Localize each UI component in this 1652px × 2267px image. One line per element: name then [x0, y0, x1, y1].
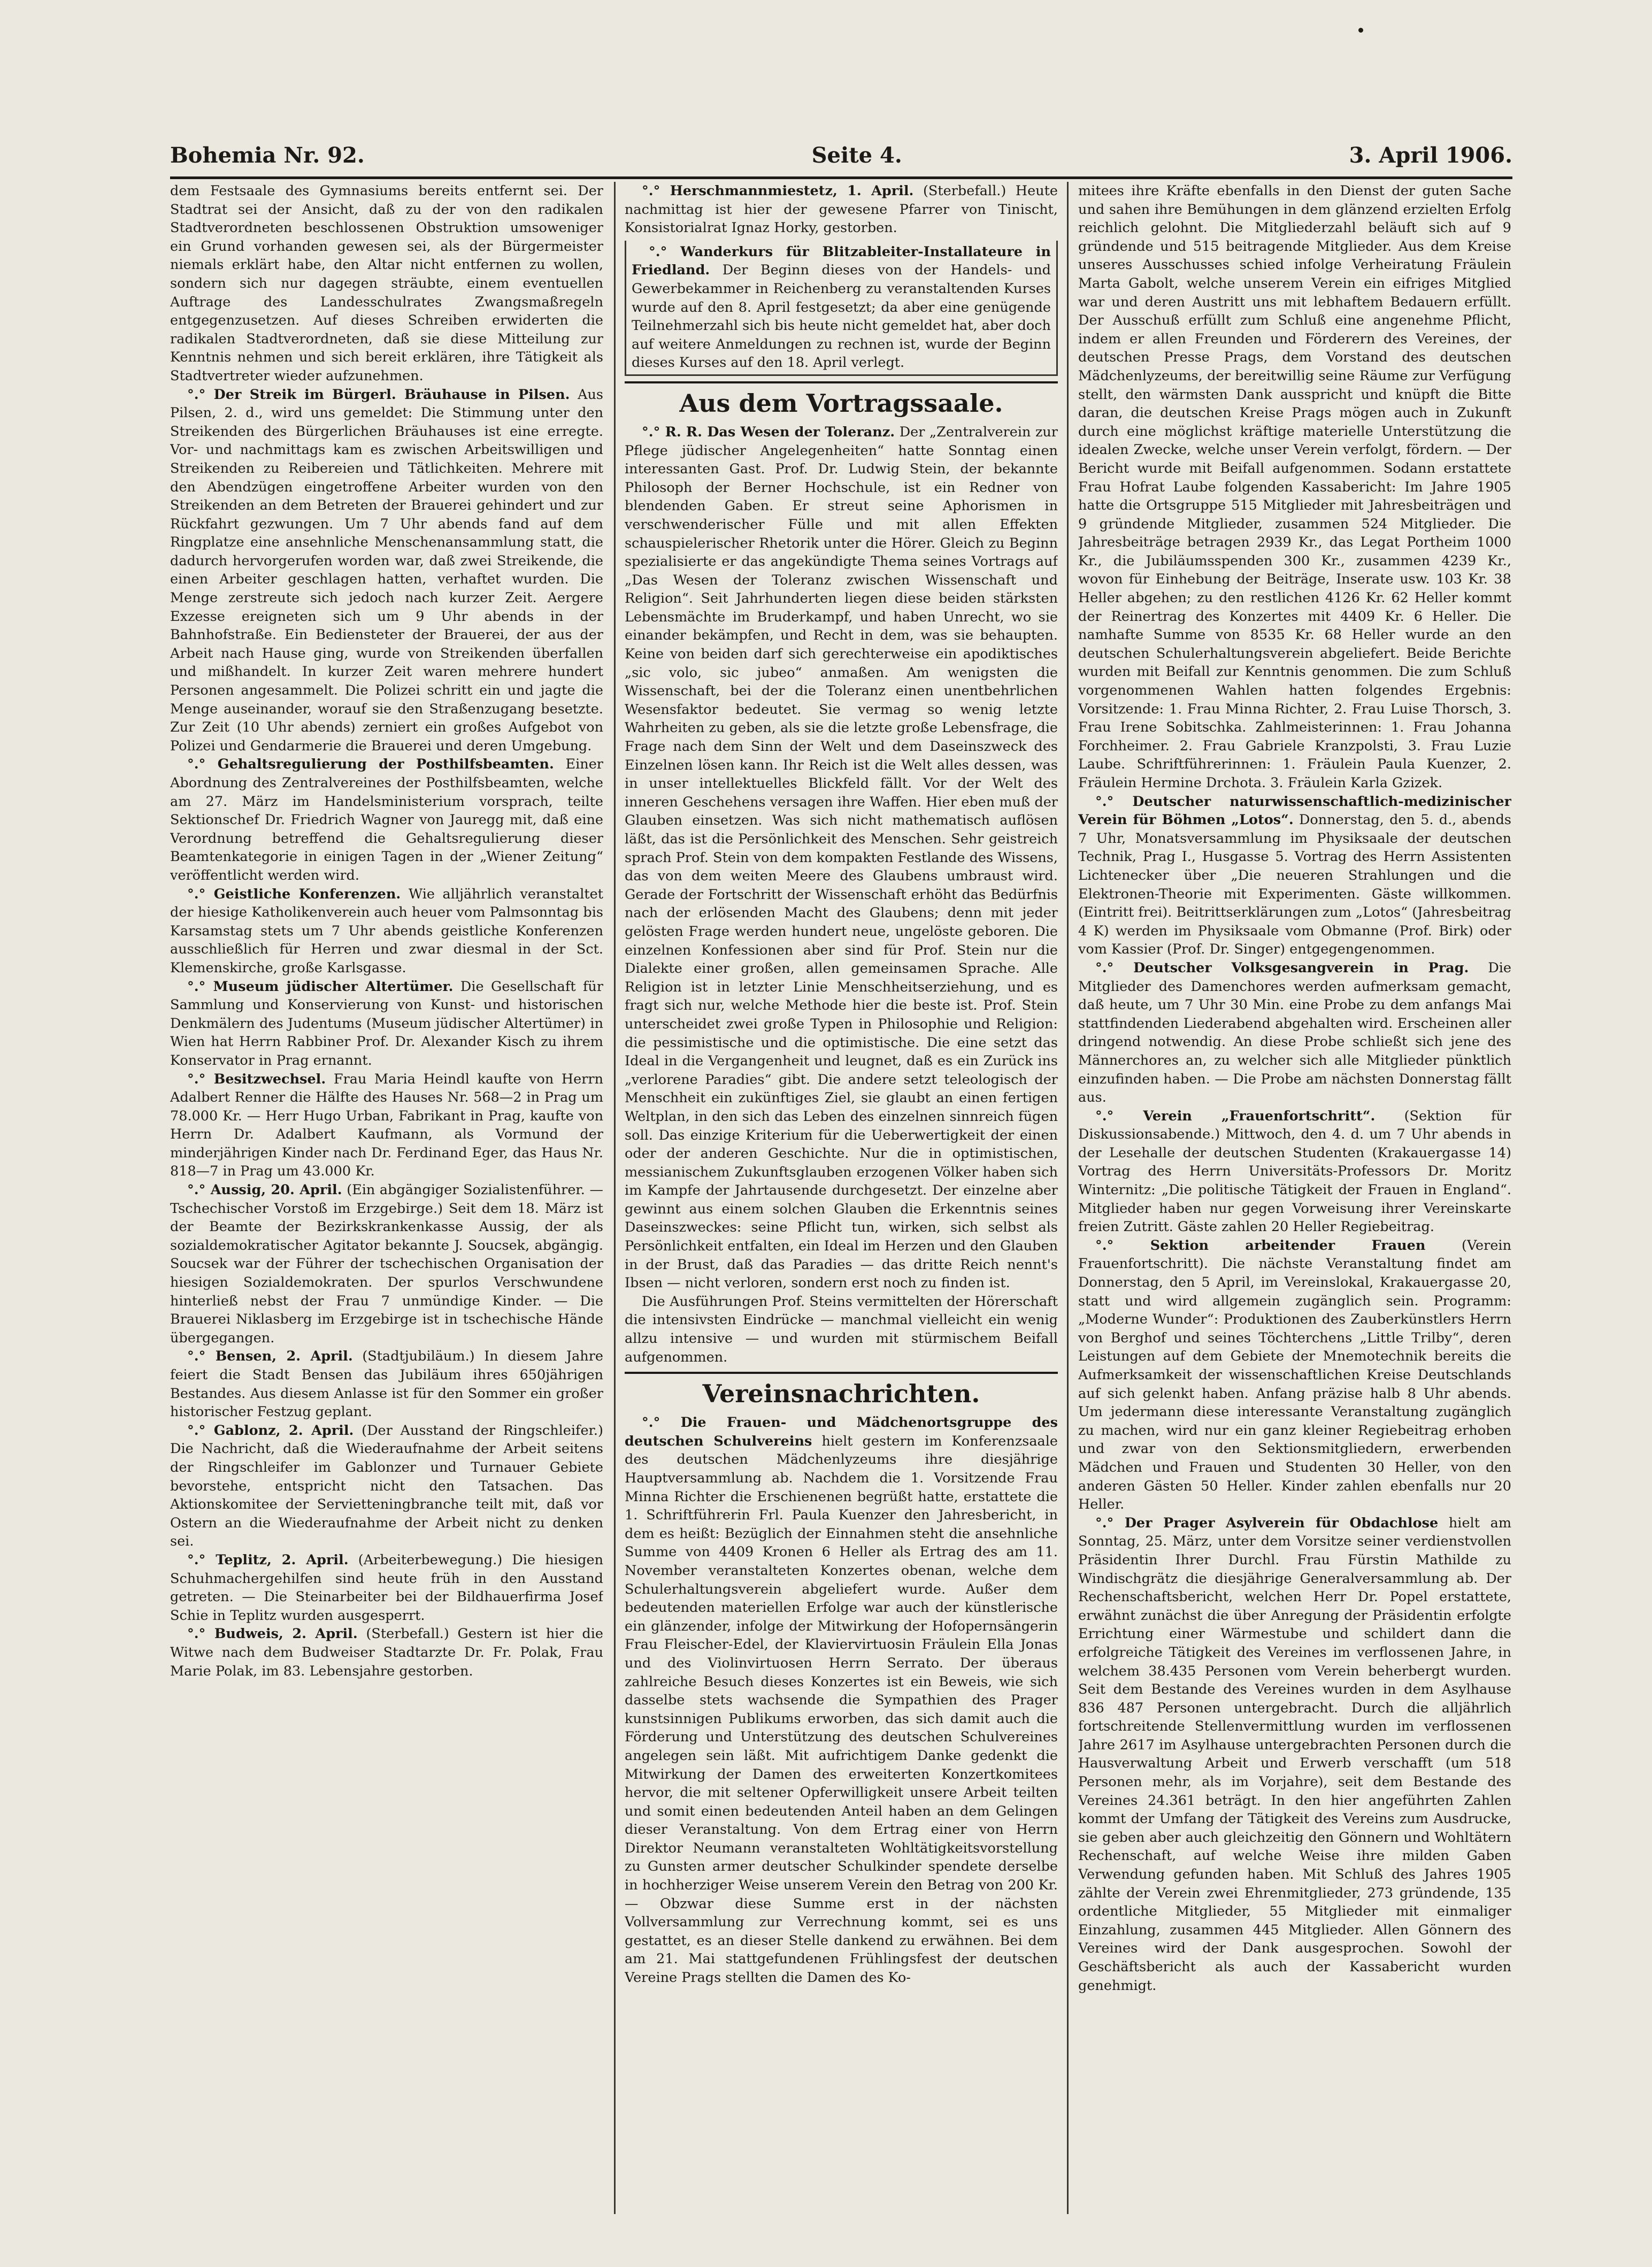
article-paragraph [625, 1293, 1058, 1366]
article-heading: °.° Budweis, 2. April. [187, 1626, 358, 1642]
column-divider-1 [614, 182, 616, 2214]
article-text: Frau Maria Heindl kaufte von Herrn Adalbert Renner die Hälfte des Hauses Nr. 568—2 in Prag um 78.000 Kr. — Herr Hugo Urban, Fabrikant in Prag, kaufte von Herrn Dr. Adalbert Kaufmann, als Vormund der minderjährigen Kinder nach Dr. Ferdinand Eger, das Haus Nr. 818—7 in Prag um 43.000 Kr. [170, 1071, 603, 1180]
article-paragraph [1078, 959, 1511, 1107]
article-heading: °.° Besitzwechsel. [187, 1071, 326, 1087]
article-paragraph [625, 182, 1058, 237]
article-paragraph [170, 1181, 603, 1347]
article-heading: °.° Aussig, 20. April. [187, 1182, 342, 1198]
article-heading: °.° Der Streik im Bürgerl. Bräuhause in Pilsen. [187, 386, 570, 403]
column-2-middle [625, 423, 1058, 1366]
article-paragraph [625, 423, 1058, 1293]
article-paragraph [1078, 182, 1511, 793]
article-paragraph [170, 1551, 603, 1625]
column-divider-2 [1067, 182, 1069, 2214]
article-heading: °.° Gehaltsregulierung der Posthilfsbeamten. [187, 756, 554, 773]
friedland-notice-box [625, 241, 1058, 376]
article-heading: °.° Deutscher naturwissenschaftlich-medizinischer Verein für Böhmen „Lotos“. [1078, 793, 1511, 828]
article-paragraph [170, 978, 603, 1070]
column-2 [625, 182, 1058, 2219]
article-text: mitees ihre Kräfte ebenfalls in den Dienst der guten Sache und sahen ihre Bemühungen in dem glänzend erzielten Erfolg reichlich gelohnt. Die Mitgliederzahl beläuft sich auf 9 gründende und 515 beitragende Mitglieder. Aus dem Kreise unseres Ausschusses schied infolge Verheiratung Fräulein Marta Gabolt, welche unserem Verein ein eifriges Mitglied war und deren Austritt uns mit lebhaftem Bedauern erfüllt. Der Ausschuß erfüllt zum Schluß eine angenehme Pflicht, indem er allen Freunden und Förderern des Vereines, der deutschen Presse Prags, dem Vorstand des deutschen Mädchenlyzeums, der bereitwillig seine Räume zur Verfügung stellt, den wärmsten Dank ausspricht und knüpft die Bitte daran, die deutschen Kreise Prags mögen auch in Zukunft durch eine möglichst kräftige materielle Unterstützung die idealen Zwecke, welche unser Verein verfolgt, fördern. — Der Bericht wurde mit Beifall aufgenommen. Sodann erstattete Frau Hofrat Laube folgenden Kassabericht: Im Jahre 1905 hatte die Ortsgruppe 515 Mitglieder mit Jahresbeiträgen und 9 gründende Mitglieder, zusammen 524 Mitglieder. Die Jahresbeiträge betragen 2939 Kr., das Legat Portheim 1000 Kr., die Jubiläumsspenden 300 Kr., zusammen 4239 Kr., wovon für Einhebung der Beiträge, Inserate usw. 103 Kr. 38 Heller abgehen; zu den restlichen 4126 Kr. 62 Heller kommt der Reinertrag des Konzertes mit 4409 Kr. 6 Heller. Die namhafte Summe von 8535 Kr. 68 Heller wurde an den deutschen Schulerhaltungsverein abgeliefert. Beide Berichte wurden mit Beifall zur Kenntnis genommen. Die zum Schluß vorgenommenen Wahlen hatten folgendes Ergebnis: Vorsitzende: 1. Frau Minna Richter, 2. Frau Luise Thorsch, 3. Frau Irene Sobitschka. Zahlmeisterinnen: 1. Frau Johanna Forchheimer. 2. Frau Gabriele Kranzpolsti, 3. Frau Luzie Laube. Schriftführerinnen: 1. Fräulein Paula Kuenzer, 2. Fräulein Hermine Drchota. 3. Fräulein Karla Gzizek. [1078, 183, 1511, 791]
page-header [170, 136, 1512, 174]
article-text: (Verein Frauenfortschritt). Die nächste Veranstaltung findet am Donnerstag, den 5 April, im Vereinslokal, Krakauergasse 20, statt und wird allgemein zugänglich sein. Programm: „Moderne Wunder“: Produktionen des Zauberkünstlers Herrn von Berghof und seines Töchterchens „Little Trilby“, deren Leistungen auf dem Gebiete der Mnemotechnik bereits die Aufmerksamkeit der wissenschaftlichen Kreise Deutschlands auf sich gelenkt haben. Anfang präzise halb 8 Uhr abends. Um jedermann diese interessante Veranstaltung zugänglich zu machen, wird nur ein ganz kleiner Regiebeitrag erhoben und zwar von den Sektionsmitgliedern, erwerbenden Mädchen und Frauen und Studenten 30 Heller, von den anderen Gästen 50 Heller. Kinder zahlen ebenfalls nur 20 Heller. [1078, 1237, 1511, 1513]
article-text: Wie alljährlich veranstaltet der hiesige Katholikenverein auch heuer vom Palmsonntag bis Karsamstag stets um 7 Uhr abends geistliche Konferenzen ausschließlich für Herren und zwar diesmal in der Sct. Klemenskirche, große Karlsgasse. [170, 886, 603, 976]
article-text: hielt gestern im Konferenzsaale des deutschen Mädchenlyzeums ihre diesjährige Hauptversammlung ab. Nachdem die 1. Vorsitzende Frau Minna Richter die Erschienenen begrüßt hatte, erstattete die 1. Schriftführerin Frl. Paula Kuenzer den Jahresbericht, in dem es heißt: Bezüglich der Einnahmen steht die ansehnliche Summe von 4409 Kronen 6 Heller als Ertrag des am 11. November veranstalteten Konzertes obenan, welche dem Schulerhaltungsverein abgeliefert wurde. Außer dem bedeutenden materiellen Erfolge war auch der künstlerische ein glänzender, infolge der Mitwirkung der Hofopernsängerin Frau Fleischer-Edel, der Klaviervirtuosin Fräulein Ella Jonas und des Violinvirtuosen Herrn Serrato. Der überaus zahlreiche Besuch dieses Konzertes ist ein Beweis, wie sich dasselbe stets wachsende die Sympathien des Prager kunstsinnigen Publikums erworben, das sich damit auch die Förderung und Unterstützung des deutschen Schulvereines angelegen sein läßt. Mit aufrichtigem Danke gedenkt die Mitwirkung der Damen des erweiterten Konzertkomitees hervor, die mit seltener Opferwilligkeit unsere Arbeit teilten und somit einen bedeutenden Anteil haben an dem Gelingen dieser Veranstaltung. Von dem Ertrag einer von Herrn Direktor Neumann veranstalteten Wohltätigkeitsvorstellung zu Gunsten armer deutscher Schulkinder spendete derselbe in hochherziger Weise unserem Verein den Betrag von 200 Kr. — Obzwar diese Summe erst in der nächsten Vollversammlung zur Verrechnung kommt, sei es uns gestattet, es an dieser Stelle dankend zu erwähnen. Bei dem am 21. Mai stattgefundenen Frühlingsfest der deutschen Vereine Prags stellten die Damen des Ko- [625, 1433, 1058, 1986]
ink-dot [1358, 28, 1363, 33]
article-heading: °.° Gablonz, 2. April. [187, 1422, 354, 1439]
article-text: (Sterbefall.) Heute nachmittag ist hier der gewesene Pfarrer von Tinischt, Konsistorialrat Ignaz Horky, gestorben. [625, 183, 1058, 236]
article-heading: °.° Teplitz, 2. April. [187, 1551, 349, 1568]
article-text: (Stadtjubiläum.) In diesem Jahre feiert die Stadt Bensen das Jubiläum ihres 650jährigen Bestandes. Aus diesem Anlasse ist für den Sommer ein großer historischer Festzug geplant. [170, 1348, 603, 1420]
article-heading: °.° Der Prager Asylverein für Obdachlose [1095, 1515, 1439, 1531]
article-paragraph [170, 182, 603, 386]
article-heading: °.° Die Frauen- und Mädchenortsgruppe des deutschen Schulvereins [625, 1415, 1058, 1449]
article-text: (Arbeiterbewegung.) Die hiesigen Schuhmachergehilfen sind heute früh in den Ausstand getreten. — Die Steinarbeiter bei der Bildhauerfirma Josef Schie in Teplitz wurden ausgesperrt. [170, 1551, 603, 1624]
article-text: Donnerstag, den 5. d., abends 7 Uhr, Monatsversammlung im Physiksaale der deutschen Technik, Prag I., Husgasse 5. Vortrag des Herrn Assistenten Lichtenecker über „Die neueren Strahlungen und die Elektronen-Theorie mit Experimenten. Gäste willkommen. (Eintritt frei). Beitrittserklärungen zum „Lotos“ (Jahresbeitrag 4 K) werden im Physiksaale vom Obmanne (Prof. Birk) oder vom Kassier (Prof. Dr. Singer) entgegengenommen. [1078, 812, 1511, 958]
article-heading: °.° Herschmannmiestetz, 1. April. [642, 183, 914, 199]
issue-date: 3. April 1906. [1349, 142, 1512, 168]
column-2-top [625, 182, 1058, 237]
article-text: hielt am Sonntag, 25. März, unter dem Vorsitze seiner verdienstvollen Präsidentin Ihrer Durchl. Frau Fürstin Mathilde zu Windischgrätz die diesjährige Generalversammlung ab. Der Rechenschaftsbericht, welchen Herr Dr. Popel erstattete, erwähnt zunächst die über Anregung der Präsidentin erfolgte Errichtung einer Wärmestube und schildert dann die erfolgreiche Tätigkeit des Vereines im verflossenen Jahre, in welchem 38.435 Personen vom Verein beherbergt wurden. Seit dem Bestande des Vereines wurden in dem Asylhause 836 487 Personen untergebracht. Durch die alljährlich fortschreitende Stellenvermittlung wurden im verflossenen Jahre 2617 im Asylhause untergebrachten Personen durch die Hausverwaltung Arbeit und Erwerb verschafft (um 518 Personen mehr, als im Vorjahre), seit dem Bestande des Vereines 24.361 beträgt. In den hier angeführten Zahlen kommt der Umfang der Tätigkeit des Vereins zum Ausdrucke, sie geben aber auch gleichzeitig den Gönnern und Wohltätern Rechenschaft, auf welche Weise ihre milden Gaben Verwendung gefunden haben. Mit Schluß des Jahres 1905 zählte der Verein zwei Ehrenmitglieder, 273 gründende, 135 ordentliche Mitglieder, 55 Mitglieder mit einmaliger Einzahlung, zusammen 445 Mitglieder. Allen Gönnern des Vereines wird der Dank ausgesprochen. Sowohl der Geschäftsbericht als auch der Kassabericht wurden genehmigt. [1078, 1515, 1511, 1994]
article-text: Die Ausführungen Prof. Steins vermittelten der Hörerschaft die intensivsten Eindrücke — manchmal vielleicht ein wenig allzu intensive — und wurden mit stürmischem Beifall aufgenommen. [625, 1293, 1058, 1365]
article-heading: °.° Deutscher Volksgesangverein in Prag. [1095, 959, 1469, 976]
article-paragraph [1078, 1236, 1511, 1514]
masthead-issue: Bohemia Nr. 92. [170, 142, 365, 168]
article-heading: °.° Bensen, 2. April. [187, 1348, 353, 1365]
article-paragraph [1078, 1107, 1511, 1236]
column-1 [170, 182, 603, 2219]
page-number: Seite 4. [811, 142, 902, 168]
section-title-vortragssaale: Aus dem Vortragssaale. [625, 381, 1058, 420]
header-rule [170, 176, 1512, 179]
article-text: (Sterbefall.) Gestern ist hier die Witwe nach dem Budweiser Stadtarzte Dr. Fr. Polak, Frau Marie Polak, im 83. Lebensjahre gestorben. [170, 1626, 603, 1679]
article-text: Einer Abordnung des Zentralvereines der Posthilfsbeamten, welche am 27. März im Handelsministerium vorsprach, teilte Sektionschef Dr. Friedrich Wagner von Jauregg mit, daß eine Verordnung betreffend die Gehaltsregulierung dieser Beamtenkategorie in einigen Tagen in der „Wiener Zeitung“ veröffentlicht werden wird. [170, 756, 603, 883]
article-text: Der „Zentralverein zur Pflege jüdischer Angelegenheiten“ hatte Sonntag einen interessanten Gast. Prof. Dr. Ludwig Stein, der bekannte Philosoph der Berner Hochschule, ist ein Redner von blendenden Gaben. Er streut seine Aphorismen in verschwenderischer Fülle und mit allen Effekten schauspielerischer Rhetorik unter die Hörer. Gleich zu Beginn spezialisierte er das angekündigte Thema seines Vortrags auf „Das Wesen der Toleranz zwischen Wissenschaft und Religion“. Seit Jahrhunderten liegen diese beiden stärksten Lebensmächte im Bruderkampf, und haben Unrecht, wo sie einander bekämpfen, und Recht in dem, was sie behaupten. Keine von beiden darf sich gerechterweise ein apodiktisches „sic volo, sic jubeo“ anmaßen. Am wenigsten die Wissenschaft, bei der die Toleranz einen unentbehrlichen Wesensfaktor bedeutet. Sie vermag so wenig letzte Wahrheiten zu geben, als sie die letzte große Lebensfrage, die Frage nach dem Sinn der Welt und dem Daseinszweck des Einzelnen lösen kann. Ihr Reich ist die Welt alles dessen, was in unser intellektuelles Blickfeld fällt. Vor der Welt des inneren Geschehens versagen ihre Waffen. Hier eben muß der Glauben einsetzen. Was sich nicht mathematisch auflösen läßt, das ist die Persönlichkeit des Menschen. Sehr geistreich sprach Prof. Stein von dem kompakten Festlande des Wissens, das von dem weiten Meere des Glaubens umbraust wird. Gerade der Fortschritt der Wissenschaft erhöht das Bedürfnis nach der erlösenden Macht des Glaubens; denn mit jeder gelösten Frage werden hundert neue, ungelöste geboren. Die einzelnen Konfessionen aber sind für Prof. Stein nur die Dialekte einer großen, allen gemeinsamen Sprache. Alle Religion ist in letzter Linie Menschheitserziehung, und es fragt sich nur, welche Methode hier die beste ist. Prof. Stein unterscheidet zwei große Typen in Philosophie und Religion: die pessimistische und die optimistische. Die eine setzt das Ideal in die Vergangenheit und leugnet, daß es ein Zurück ins „verlorene Paradies“ gibt. Die andere setzt teleologisch der Menschheit ein zukünftiges Ziel, sie glaubt an einen fertigen Weltplan, in den sich das Leben des einzelnen sinnreich fügen soll. Das einzige Kriterium für die Ueberwertigkeit der einen oder der anderen Geschichte. Nur die in optimistischen, messianischem Zukunftsglauben erzogenen Völker haben sich im Kampfe der Jahrtausende durchgesetzt. Der einzelne aber gewinnt aus einem solchen Glauben die Erkenntnis seines Daseinszweckes: seine Pflicht tun, wirken, sich selbst als Persönlichkeit entfalten, ein Ideal im Herzen und den Glauben in der Brust, daß das Paradies — das dritte Reich nennt's Ibsen — nicht verloren, sondern erst noch zu finden ist. [625, 424, 1058, 1292]
article-heading: °.° R. R. Das Wesen der Toleranz. [642, 424, 895, 440]
article-paragraph [170, 1347, 603, 1421]
article-heading: °.° Sektion arbeitender Frauen [1095, 1237, 1426, 1254]
article-paragraph [632, 243, 1051, 372]
article-paragraph [170, 386, 603, 756]
article-paragraph [170, 755, 603, 885]
article-text: dem Festsaale des Gymnasiums bereits entfernt sei. Der Stadtrat sei der Ansicht, daß zu der von den radikalen Stadtverordneten beschlossenen Obstruktion umsoweniger ein Grund vorhanden gewesen sei, als der Bürgermeister niemals erklärt habe, den Altar nicht entfernen zu wollen, sondern sich nur dagegen sträubte, einem eventuellen Auftrage des Landesschulrates Zwangsmaßregeln entgegenzusetzen. Auf dieses Schreiben erwiderten die radikalen Stadtverordneten, daß sie diese Mitteilung zur Kenntnis nehmen und sich bereit erklären, ihre Tätigkeit als Stadtvertreter wieder aufzunehmen. [170, 183, 603, 384]
article-text: (Sektion für Diskussionsabende.) Mittwoch, den 4. d. um 7 Uhr abends in der Lesehalle der deutschen Studenten (Krakauergasse 14) Vortrag des Herrn Universitäts-Professors Dr. Moritz Winternitz: „Die politische Tätigkeit der Frauen in England“. Mitglieder haben nur gegen Vorweisung ihrer Vereinskarte freien Zutritt. Gäste zahlen 20 Heller Regiebeitrag. [1078, 1108, 1511, 1235]
article-paragraph [1078, 793, 1511, 959]
article-paragraph [170, 1421, 603, 1551]
column-2-bottom [625, 1413, 1058, 1987]
article-heading: °.° Verein „Frauenfortschritt“. [1095, 1108, 1376, 1124]
article-text: (Der Ausstand der Ringschleifer.) Die Nachricht, daß die Wiederaufnahme der Arbeit seitens der Ringschleifer im Gablonzer und Turnauer Gebiete bevorstehe, entspricht nicht den Tatsachen. Das Aktionskomitee der Servietteningbranche teilt mit, daß vor Ostern an die Wiederaufnahme der Arbeit nicht zu denken sei. [170, 1422, 603, 1550]
article-heading: °.° Museum jüdischer Altertümer. [187, 978, 454, 995]
article-text: Die Mitglieder des Damenchores werden aufmerksam gemacht, daß heute, um 7 Uhr 30 Min. eine Probe zu dem anfangs Mai stattfindenden Liederabend abgehalten wird. Erscheinen aller dringend notwendig. An diese Probe schließt sich jene des Männerchores an, zu welcher sich alle Mitglieder pünktlich einzufinden haben. — Die Probe am nächsten Donnerstag fällt aus. [1078, 959, 1511, 1106]
article-text: Aus Pilsen, 2. d., wird uns gemeldet: Die Stimmung unter den Streikenden des Bürgerlichen Bräuhauses ist eine erregte. Vor- und nachmittags kam es zwischen Arbeitswilligen und Streikenden zu Reibereien und Tätlichkeiten. Mehrere mit den Abendzügen eingetroffene Arbeiter wurden von den Streikenden an dem Betreten der Brauerei gehindert und zur Rückfahrt gezwungen. Um 7 Uhr abends fand auf dem Ringplatze eine ansehnliche Menschenansammlung statt, die dadurch hervorgerufen worden war, daß zwei Streikende, die einen Arbeiter geschlagen hatten, verhaftet wurden. Die Menge zerstreute sich jedoch nach kurzer Zeit. Aergere Exzesse ereigneten sich um 9 Uhr abends in der Bahnhofstraße. Ein Bediensteter der Brauerei, der aus der Arbeit nach Hause ging, wurde von Streikenden überfallen und mißhandelt. In kurzer Zeit waren mehrere hundert Personen angesammelt. Die Polizei schritt ein und jagte die Menge auseinander, worauf sie den Straßenzugang besetzte. Zur Zeit (10 Uhr abends) zerniert ein großes Aufgebot von Polizei und Gendarmerie die Brauerei und deren Umgebung. [170, 386, 603, 754]
article-heading: °.° Wanderkurs für Blitzableiter-Installateure in Friedland. [632, 243, 1051, 279]
article-heading: °.° Geistliche Konferenzen. [187, 886, 401, 902]
article-text: (Ein abgängiger Sozialistenführer. — Tschechischer Vorstoß im Erzgebirge.) Seit dem 18. März ist der Beamte der Bezirkskrankenkasse Aussig, der als sozialdemokratischer Agitator bekannte J. Soucsek, abgängig. Soucsek war der Führer der tschechischen Organisation der hiesigen Sozialdemokraten. Der spurlos Verschwundene hinterließ nebst der Frau 7 unmündige Kinder. — Die Brauerei Niklasberg im Erzgebirge ist in tschechische Hände übergegangen. [170, 1182, 603, 1346]
article-paragraph [170, 1070, 603, 1181]
column-3 [1078, 182, 1511, 2219]
article-text: Die Gesellschaft für Sammlung und Konservierung von Kunst- und historischen Denkmälern des Judentums (Museum jüdischer Altertümer) in Wien hat Herrn Rabbiner Prof. Dr. Alexander Kisch zu ihrem Konservator in Prag ernannt. [170, 978, 603, 1069]
article-text: Der Beginn dieses von der Handels- und Gewerbekammer in Reichenberg zu veranstaltenden Kurses wurde auf den 8. April festgesetzt; da aber eine genügende Teilnehmerzahl sich bis heute nicht gemeldet hat, aber doch auf weitere Anmeldungen zu rechnen ist, wurde der Beginn dieses Kurses auf den 18. April verlegt. [632, 262, 1051, 371]
article-paragraph [170, 1625, 603, 1680]
article-paragraph [170, 885, 603, 978]
section-title-vereinsnachrichten: Vereinsnachrichten. [625, 1372, 1058, 1410]
article-paragraph [625, 1413, 1058, 1987]
article-paragraph [1078, 1514, 1511, 1995]
